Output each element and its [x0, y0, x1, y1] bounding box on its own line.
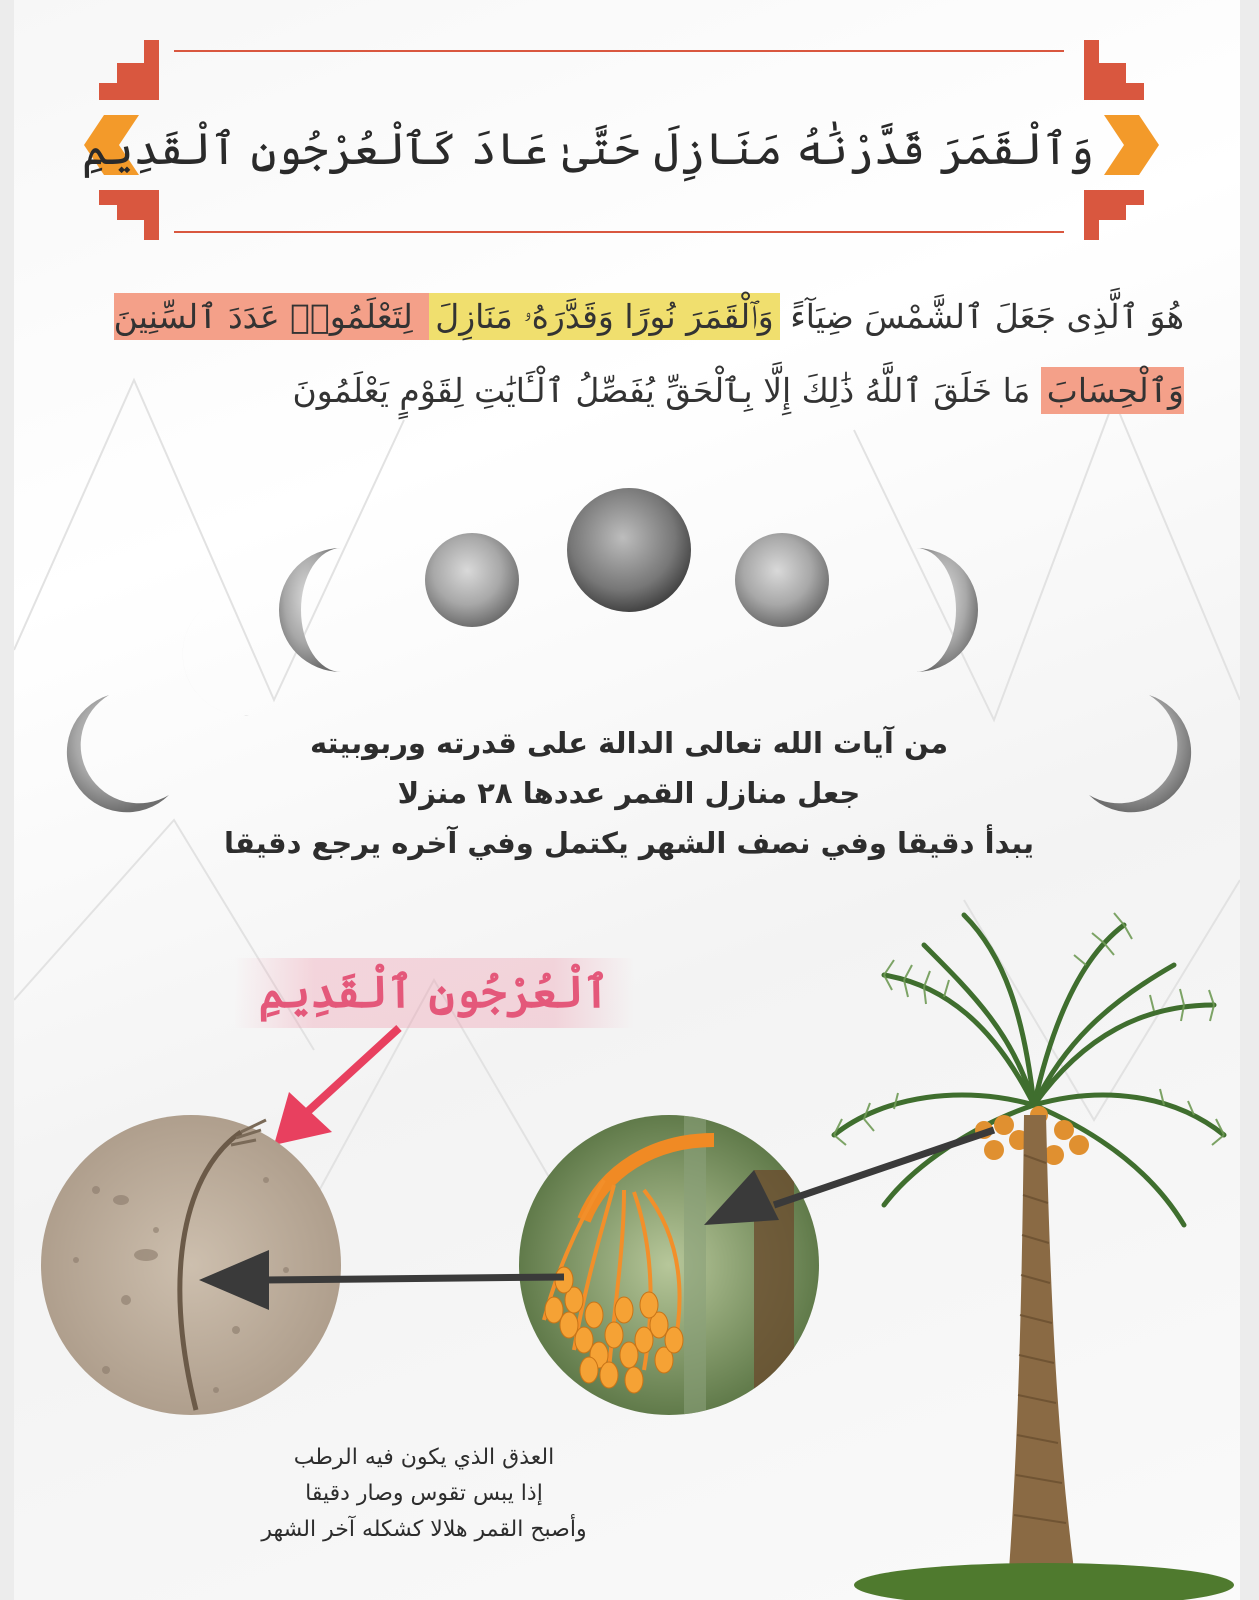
palm-trunk — [1009, 1115, 1074, 1570]
verse-block — [74, 280, 1184, 460]
caption-line-1: العذق الذي يكون فيه الرطب — [293, 1445, 555, 1470]
moon-gibbous-right-2 — [916, 548, 978, 672]
header-verse: وَٱلْقَمَرَ قَدَّرْنَٰهُ مَنَازِلَ حَتَّىٰ عَادَ كَٱلْعُرْجُونِ ٱلْقَدِيمِ — [81, 124, 1094, 175]
arrow-tree-to-dates — [694, 1120, 1014, 1240]
verse-part-1: هُوَ ٱلَّذِى جَعَلَ ٱلشَّمْسَ ضِيَآءً — [779, 297, 1184, 336]
moon-gibbous-right-1 — [735, 533, 829, 627]
moon-crescent-right-2 — [1089, 695, 1191, 812]
caption — [204, 1440, 644, 1548]
infographic-frame — [14, 0, 1240, 1600]
caption-line-2: إذا يبس تقوس وصار دقيقا — [305, 1481, 543, 1506]
info-line-2: جعل منازل القمر عددها ٢٨ منزلا — [397, 776, 861, 810]
verse-part-4: مَا خَلَقَ ٱللَّهُ ذَٰلِكَ إِلَّا بِٱلْحَقِّ يُفَصِّلُ ٱلْـَٔايَٰتِ لِقَوْمٍ يَعْلَمُونَ — [292, 371, 1041, 410]
moon-crescent-right-1 — [994, 598, 1080, 715]
info-line-1: من آيات الله تعالى الدالة على قدرته وربوبيته — [309, 726, 949, 760]
moon-gibbous-left-1 — [425, 533, 519, 627]
arrow-dates-to-stalk — [194, 1245, 574, 1315]
header-top-line — [174, 50, 1064, 52]
urjun-title: ٱلْعُرْجُونِ ٱلْقَدِيمِ — [234, 958, 634, 1028]
caption-line-3: وأصبح القمر هلالا كشكله آخر الشهر — [261, 1517, 587, 1542]
palm-tree — [824, 905, 1240, 1600]
moon-crescent-left-1 — [183, 598, 269, 715]
header-bottom-line — [174, 231, 1064, 233]
palm-grass — [854, 1563, 1234, 1600]
info-text — [214, 718, 1044, 868]
moon-full — [567, 488, 691, 612]
moon-gibbous-left-2 — [279, 548, 341, 672]
info-line-3: يبدأ دقيقا وفي نصف الشهر يكتمل وفي آخره يرجع دقيقا — [223, 826, 1035, 860]
moon-crescent-left-2 — [67, 695, 169, 812]
verse-highlight-salmon: لِتَعْلَمُوا۟ عَدَدَ ٱلسِّنِينَ وَٱلْحِسَابَ — [114, 293, 1184, 414]
verse-highlight-yellow: وَٱلْقَمَرَ نُورًا وَقَدَّرَهُۥ مَنَازِلَ — [429, 293, 779, 340]
